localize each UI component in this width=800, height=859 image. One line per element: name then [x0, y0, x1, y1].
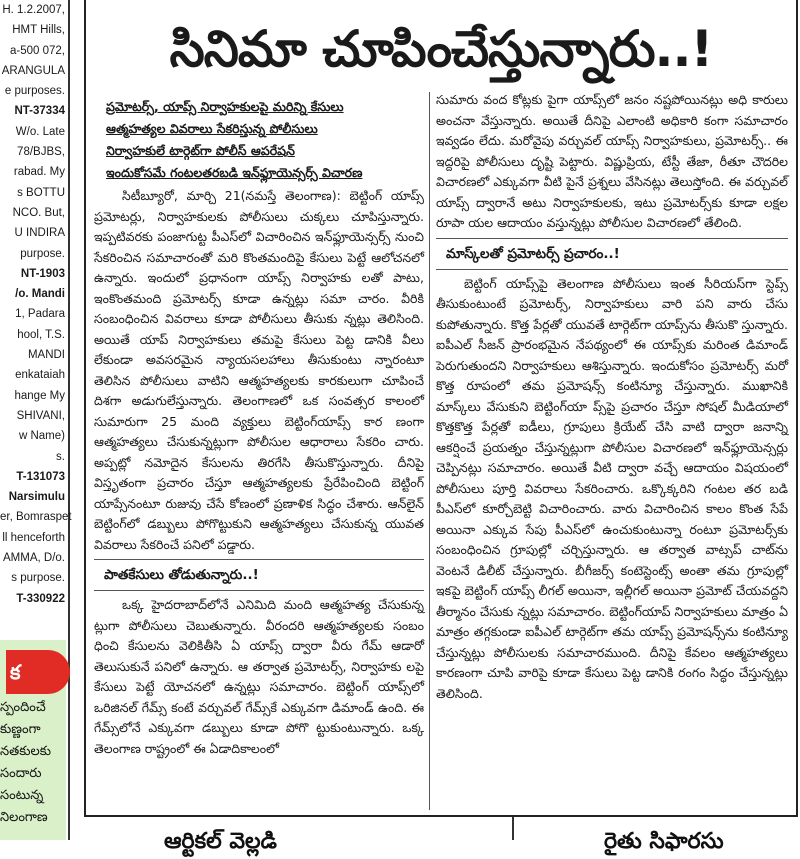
notice-line: HMT Hills, — [12, 24, 65, 37]
subhead: ఇందుకోసమే గంటలతరబడి ఇన్‌ఫ్లూయెన్సర్స్ విచారణ — [106, 165, 363, 180]
green-box-line: నిలంగాణ — [0, 810, 48, 825]
body-paragraph: బెట్టింగ్ యాప్స్‌పై తెలంగాణ పోలీసులు ఇంత సీరియస్‌గా స్టెప్స్ తీసుకుంటుంటే ప్రమోటర్స్, నిర్వాహకులు వారి పని వారు చేసు కుపోతున్నారు. కొత్త పేర్లతో యువతే టార్గెట్‌గా యాప్స్‌ను తీసుకొ స్తున్నారు. ఐపీఎల్ సీజన్ ప్రారంభమైన నేపథ్యంలో ఈ యాప్స్‌కు మరింత డిమాండ్ పెరుగుతుందని నిర్వాహకులు ఆశిస్తున్నారు. ఇందుకోసం ప్రమోటర్స్ మరో కొత్త రూపంలో తమ ప్రమోషన్స్ కంటిన్యూ చేస్తున్నారు. ముఖానికి మాస్క్‌లు వేసుకుని బెట్టింగ్‌యా ప్స్‌పై ప్రచారం చేస్తూ సోషల్ మీడియాలో కొత్తకొత్త పేర్లతో ఐడీలు, గ్రూపులు క్రియేట్ చేసి వాటి ద్వారా జనాన్ని ఆకర్షించే ప్రయత్నం చేస్తున్నట్లుగా పోలీసుల విచారణలో ఇన్‌ఫ్లూయెన్సర్లు చెప్పినట్లు సమాచారం. అయితే వీటి ద్వారా వచ్చే ఆదాయం విషయంలో పోలీసులు పూర్తి వివరాలు సేకరించారు. ఒక్కొక్కరిని గంటల తర బడి పీఎస్‌లో కూర్చోబెట్టి విచారించారు. వారు విచారించిన కాలం కొంత సేపే అయినా ఎక్కువ సేపు పీఎస్‌లో ఉంచుకుంటున్నా రంటూ ప్రమోటర్స్‌కు సంబంధించిన గ్రూపుల్లో చర్చిస్తున్నారు. ఆ తర్వాత వాట్సప్ చాట్‌ను వెంటనే డిలీట్ చేస్తున్నారు. బీగీజర్స్ కంటెస్టెంట్స్ అంతా తమ గ్రూపుల్లో ఇకపై బెట్టింగ్ యాప్స్ లీగల్ అయినా, ఇల్లీగల్ అయినా ప్రమోట్ చేయవద్దని తీర్మానం చేసుకు న్నట్లు సమాచారం. బెట్టింగ్‌యాప్ నిర్వాహకులు మాత్రం ఏ మాత్రం తగ్గకుండా ఐపీఎల్ టార్గెట్‌గా తమ యాప్స్ ప్రమోషన్స్‌ను కంటిన్యూ చేస్తున్నట్లు పోలీసులకు సమాచారముంది. దీనిపై కేవలం ఆత్మహత్యలు కారణంగా చూపి వారిపై కూడా కేసులు పెట్ట డానికి రంగం సిద్ధం చేస్తున్నట్లు తెలిసింది. — [436, 275, 788, 701]
notice-line: a-500 072, — [10, 44, 65, 57]
notice-line: 78/BJBS, — [17, 146, 65, 159]
notice-line: NCO. But, — [12, 206, 65, 219]
notice-line: er, Bomraspet — [0, 511, 72, 524]
green-box-line: కుణ్ణంగా — [0, 722, 41, 737]
notice-line: NT-37334 — [14, 105, 65, 118]
subhead: ఆత్మహత్యల వివరాలు సేకరిస్తున్న పోలీసులు — [106, 121, 318, 136]
notice-line: hool, T.S. — [17, 328, 65, 341]
red-badge: క — [6, 650, 70, 694]
notice-line: s purpose. — [11, 572, 65, 585]
column-divider — [429, 92, 430, 810]
green-box-line: స్పందించే — [0, 700, 46, 715]
notice-line: NT-1903 — [20, 267, 65, 280]
green-box-line: సందారు — [0, 766, 42, 781]
body-paragraph: సిటీబ్యూరో, మార్చి 21(నమస్తే తెలంగాణ): బెట్టింగ్ యాప్స్ ప్రమోటర్లు, నిర్వాహకులకు పోలీసులు చుక్కలు చూపిస్తున్నారు. ఇప్పటివరకు పంజాగుట్ట పీఎస్‌లో విచారించిన ఇన్‌ఫ్లూయెన్సర్స్ నుంచి సేకరించిన సమాచారంతో మరి కొంతమందిపై కేసులు పెట్టే ఆలోచనలో ఉన్నారు. ఇందులో ప్రధానంగా యాప్స్ నిర్వాహకు లతో పాటు, ఇంకొంతమంది ప్రమోటర్స్ కూడా ఉన్నట్లు సమా చారం. వీరికి సంబంధించిన వివరాలు కూడా పోలీసులు తీసుకు న్నట్లు తెలిసింది. అయితే యాప్ నిర్వాహకులు తమపై కేసులు పెట్ట డానికి వీలు లేకుండా అవసరమైన న్యాయసలహాలు తీసుకుంటు న్నారంటూ తెలిసిన పోలీసులు వాటిని ఆత్మహత్యలకు కారకులుగా చూపించే దిశగా అడుగులేస్తున్నారు. తెలంగాణలో ఒక సంవత్సర కాలంలో సుమారుగా 25 మంది వ్యక్తులు బెట్టింగ్‌యాప్స్ కార ణంగా ఆత్మహత్యలు చేసుకున్నట్లుగా పోలీసుల ఆధారాలు సేకరిం చారు. అప్పట్లో నమోదైన కేసులను తిరగేసి తీసుకొస్తున్నారు. దీనిపై విస్తృతంగా ప్రచారం చేస్తూ ఆత్మహత్యలకు ప్రేరేపించింది బెట్టింగ్ యాప్సేనంటూ రుజువు చేసే కోణంలో ప్రణాళిక సిద్ధం చేశారు. ఆన్‌లైన్ బెట్టింగ్‌లో డబ్బులు పోగొట్టుకుని ఆత్మహత్యలు చేసుకున్న యువత వివరాలు సేకరించే పనిలో పడ్డారు. — [94, 188, 424, 552]
next-article-strip — [84, 817, 800, 854]
green-box-line: నతకులకు — [0, 744, 52, 759]
next-headline-right: రైతు సిఫారసు — [604, 829, 724, 854]
strip-divider — [512, 817, 514, 840]
notice-line: AMMA, D/o. — [3, 552, 65, 565]
notice-line: /o. Mandi — [15, 288, 65, 301]
body-paragraph: సుమారు వంద కోట్లకు పైగా యాప్స్‌లో జనం నష్టపోయినట్లు అధి కారులు అంచనా వేస్తున్నారు. అయితే దీనిపై ఎలాంటి అధికారి కంగా సమాచారం ఇవ్వడం లేదు. మరోవైపు వర్చువల్ యాప్స్ నిర్వాహకులు, ప్రమోటర్స్.. ఈ ఇద్దరిపై పోలీసులు దృష్టి పెట్టారు. విష్ణుప్రియ, టేస్టీ తేజా, రీతూ చౌదరిల విచారణలో ఎక్కువగా వీటి పైనే ప్రశ్నలు వేసినట్లు తెలుస్తోంది. ఈ వర్చువల్ యాప్స్ ద్వారానే అటు నిర్వాహకులకు, ఇటు ప్రమోటర్స్‌కు కూడా లక్షల రూపా యల ఆదాయం వస్తున్నట్లు పోలీసుల విచారణలో తేలింది. — [436, 92, 788, 230]
notice-line: e purposes. — [4, 85, 65, 98]
next-headline-left: ఆర్టికల్ వెల్లడి — [164, 829, 277, 854]
subhead: నిర్వాహకులే టార్గెట్‌గా పోలీస్ ఆపరేషన్ — [106, 143, 295, 158]
notice-line: H. 1.2.2007, — [2, 4, 65, 16]
body-paragraph: ఒక్క హైదరాబాద్‌లోనే ఎనిమిది మంది ఆత్మహత్య చేసుకున్న ట్లుగా పోలీసులు చెబుతున్నారు. వీరందరి ఆత్మహత్యలకు సంబం ధించి కేసులను వెలికితీసి ఏ యాప్స్ ద్వారా వీరు గేమ్ ఆడారో తెలుసుకునే పనిలో ఉన్నారు. ఆ తర్వాత ప్రమోటర్స్, నిర్వాహకు లపై కేసులు పెట్టే యోచనలో ఉన్నట్లు సమాచారం. బెట్టింగ్ యాప్స్‌లో ఒరిజినల్ గేమ్స్ కంటే వర్చువల్ గేమ్స్‌కే ఎక్కువగా డిమాండ్ ఉంది. ఈ గేమ్స్‌లోనే ఎక్కువగా డబ్బులు కూడా పోగొ ట్టుకుంటున్నారు. ఒక్క తెలంగాణ రాష్ట్రంలో ఈ ఏడాదికాలంలో — [94, 597, 424, 756]
notice-line: hange My — [14, 389, 65, 402]
notice-line: T-330922 — [16, 592, 65, 605]
notice-line: SHIVANI, — [16, 409, 65, 422]
notice-line: rabad. My — [13, 166, 65, 179]
headline: సినిమా చూపించేస్తున్నారు..! — [169, 20, 713, 78]
classified-notices — [0, 0, 72, 609]
notice-line: ARANGULA — [1, 64, 65, 77]
notice-line: purpose. — [20, 247, 65, 260]
article-box — [84, 0, 798, 817]
notice-line: T-131073 — [16, 470, 65, 483]
section-title: మాస్క్‌లతో ప్రమోటర్స్ ప్రచారం..! — [436, 238, 788, 270]
notice-line: s BOTTU — [17, 186, 65, 199]
green-ad-box — [0, 640, 66, 840]
notice-line: ll henceforth — [2, 531, 65, 544]
notice-line: s. — [56, 450, 65, 463]
right-column — [436, 90, 788, 704]
green-box-line: సంటున్న — [0, 788, 44, 803]
notice-line: 1, Padara — [15, 308, 65, 321]
subhead: ప్రమోటర్స్, యాప్స్ నిర్వాహకులపై మరిన్ని కేసులు — [106, 99, 344, 114]
left-clipped-column — [0, 0, 70, 840]
notice-line: w Name) — [18, 430, 65, 443]
notice-line: U INDIRA — [14, 227, 65, 240]
notice-line: enkataiah — [15, 369, 65, 382]
notice-line: Narsimulu — [8, 491, 65, 504]
notice-line: W/o. Late — [15, 125, 65, 138]
section-title: పాతకేసులు తోడుతున్నారు..! — [94, 559, 424, 591]
notice-line: MANDI — [27, 349, 65, 362]
left-column — [94, 90, 424, 759]
